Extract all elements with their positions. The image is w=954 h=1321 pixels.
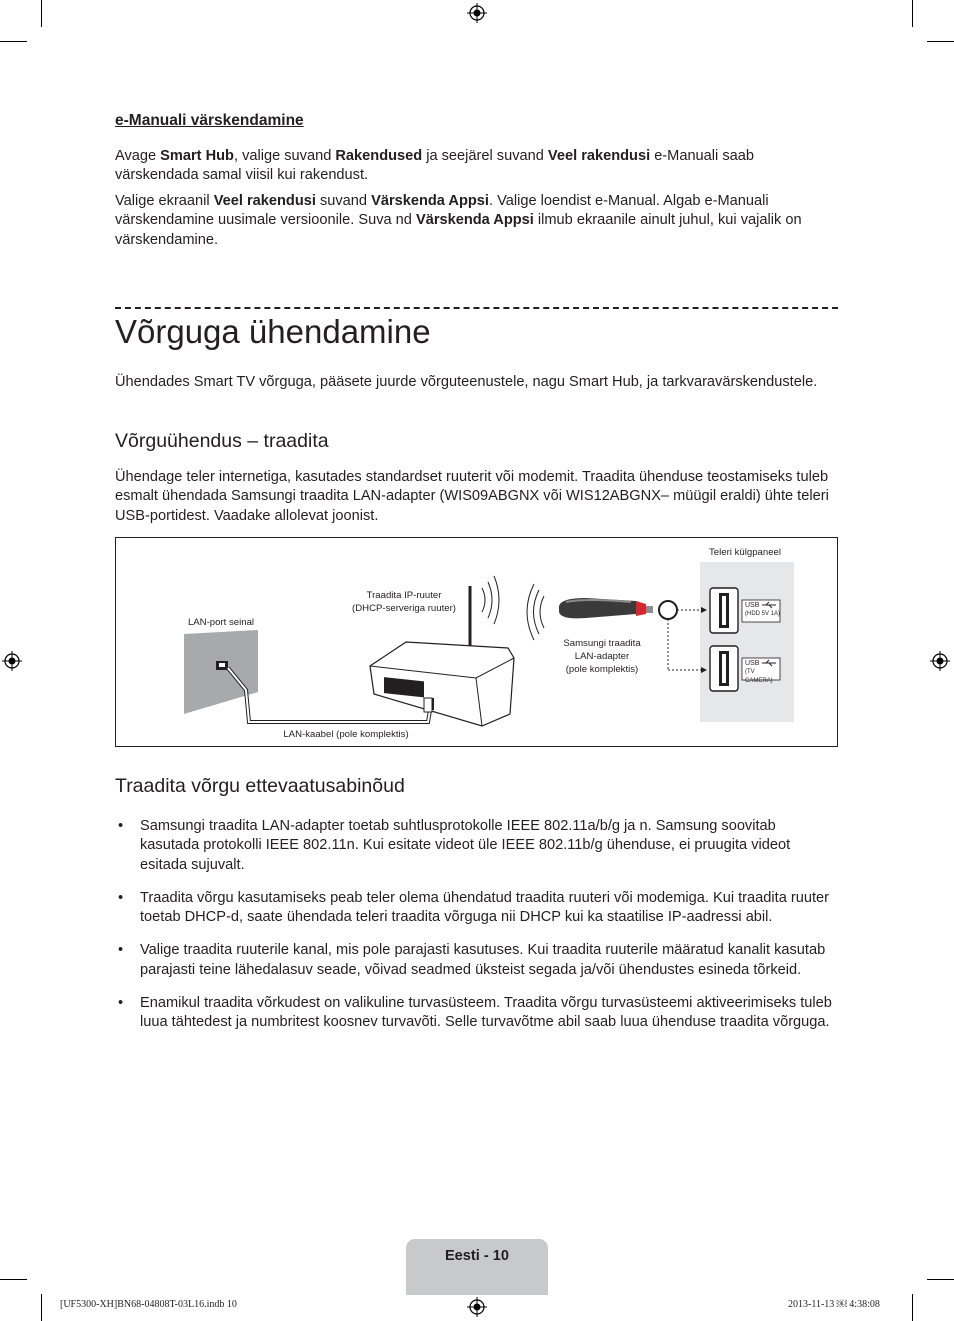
wireless-adapter-icon bbox=[559, 598, 653, 618]
adapter-label-line-1: Samsungi traadita bbox=[563, 638, 641, 649]
crop-mark bbox=[41, 0, 42, 27]
text-run: . Valige loendist e-Manual. Algab e-Manuali värskendamine uusimale versioonile. Suva nd bbox=[115, 193, 769, 229]
router-waves-icon bbox=[482, 576, 499, 624]
usb-port-1-label bbox=[743, 601, 782, 619]
usb-port-1-icon bbox=[710, 588, 738, 633]
diagram-artwork bbox=[116, 538, 837, 746]
tv-side-panel bbox=[700, 562, 794, 722]
list-item: • Traadita võrgu kasutamiseks peab teler olema ühendatud traadita ruuteri või modemiga. Kui traadita ruuter toetab DHCP-d, saate ühendada teleri traadita võrguga nii DHCP kui ka staatilise IP-aadressi abil. bbox=[115, 889, 837, 928]
bold-term: Värskenda Appsi bbox=[415, 212, 534, 229]
crop-mark bbox=[41, 1294, 42, 1321]
crop-mark bbox=[0, 1279, 27, 1280]
wired-heading: Võrguühendus – traadita bbox=[115, 430, 329, 452]
list-item: • Enamikul traadita võrkudest on valikuline turvasüsteem. Traadita võrgu turvasüsteemi aktiveerimiseks tuleb luua tähtedest ja numbritest koosnev turvavõti. Selle turvavõtme abil saab luua ühenduse traadita võrguga. bbox=[115, 994, 837, 1033]
crop-mark bbox=[912, 1294, 913, 1321]
bold-term: Rakendused bbox=[335, 148, 423, 164]
network-diagram bbox=[115, 537, 838, 747]
usb-port-1-title: USB bbox=[745, 602, 760, 609]
text-run: ja seejärel suvand bbox=[422, 148, 548, 164]
router-label-line-1: Traadita IP-ruuter bbox=[366, 590, 442, 601]
usb-port-2-sub: (TV CAMERA) bbox=[745, 669, 773, 684]
adapter-label bbox=[544, 637, 660, 676]
text-run: suvand bbox=[315, 193, 372, 209]
emanual-paragraph-1 bbox=[115, 147, 837, 186]
bold-term: Veel rakendusi bbox=[547, 148, 651, 164]
wired-paragraph: Ühendage teler internetiga, kasutades standardset ruuterit või modemit. Traadita ühenduse teostamiseks tuleb esmalt ühendada Samsungi traadita LAN-adapter (WIS09ABGNX või WIS12ABGNX– müügil eraldi) ühte teleri USB-portidest. Vaadake allolevat joonist. bbox=[115, 469, 829, 524]
section-divider bbox=[115, 307, 838, 309]
list-item: • Samsungi traadita LAN-adapter toetab suhtlusprotokolle IEEE 802.11a/b/g ja n. Samsung soovitab kasutada protokolli IEEE 802.11n. Kui esitate videot üle IEEE 802.11b/g ühenduse, ei pruugita videot esitada sujuvalt. bbox=[115, 817, 837, 875]
list-item: • Valige traadita ruuterile kanal, mis pole parajasti kasutuses. Kui traadita ruuterile määratud kanalit kasutab parajasti teine lähedalasuv seade, võivad seadmed üksteist segada ja/või ühendustes esineda tõrkeid. bbox=[115, 941, 837, 980]
usb-port-2-icon bbox=[710, 646, 738, 691]
text-run: Valige ekraanil bbox=[115, 193, 214, 209]
adapter-ring-icon bbox=[659, 601, 677, 619]
crop-mark bbox=[927, 1279, 954, 1280]
usb-port-2-label bbox=[743, 659, 782, 686]
router-label-line-2: (DHCP-serveriga ruuter) bbox=[352, 603, 456, 614]
adapter-label-line-2: LAN-adapter bbox=[574, 651, 630, 662]
text-run: e-Manuali saab värskendada samal viisil kui rakendust. bbox=[115, 148, 754, 184]
page-number-tab bbox=[406, 1239, 548, 1295]
bold-term: Smart Hub bbox=[160, 148, 234, 164]
crop-mark bbox=[927, 41, 954, 42]
wifi-waves-icon bbox=[527, 584, 544, 640]
text-run: Avage bbox=[115, 148, 161, 164]
footer-file-info: [UF5300-XH]BN68-04808T-03L16.indb 10 bbox=[60, 1299, 237, 1310]
usb-port-1-sub: (HDD 5V 1A) bbox=[745, 611, 781, 617]
crop-mark bbox=[912, 0, 913, 27]
precautions-list bbox=[115, 817, 837, 1047]
crop-mark bbox=[0, 41, 27, 42]
adapter-label-line-3: (pole komplektis) bbox=[565, 664, 639, 675]
router-label bbox=[334, 589, 474, 615]
lan-cable-label: LAN-kaabel (pole komplektis) bbox=[283, 729, 409, 740]
tv-side-panel-label: Teleri külgpaneel bbox=[709, 547, 781, 558]
page-title: Võrguga ühendamine bbox=[115, 313, 431, 350]
registration-mark-icon bbox=[930, 651, 950, 671]
precautions-heading: Traadita võrgu ettevaatusabinõud bbox=[115, 775, 405, 797]
emanual-paragraph-2 bbox=[115, 192, 837, 250]
bold-term: Värskenda Appsi bbox=[371, 193, 489, 209]
registration-mark-icon bbox=[467, 3, 487, 23]
page-number: Eesti - 10 bbox=[444, 1248, 510, 1264]
text-run: ilmub ekraanile ainult juhul, kui vajalik on värskendamine. bbox=[115, 212, 802, 248]
bold-term: Veel rakendusi bbox=[213, 193, 316, 209]
intro-paragraph: Ühendades Smart TV võrguga, pääsete juurde võrguteenustele, nagu Smart Hub, ja tarkvaravärskendustele. bbox=[115, 374, 818, 390]
usb-port-2-title: USB bbox=[745, 660, 760, 667]
registration-mark-icon bbox=[467, 1297, 487, 1317]
footer-timestamp: 2013-11-13 ￼ 4:38:08 bbox=[788, 1299, 880, 1310]
emanual-heading: e-Manuali värskendamine bbox=[115, 112, 304, 129]
lan-port-label: LAN-port seinal bbox=[187, 617, 255, 628]
text-run: , valige suvand bbox=[233, 148, 336, 164]
registration-mark-icon bbox=[2, 651, 22, 671]
